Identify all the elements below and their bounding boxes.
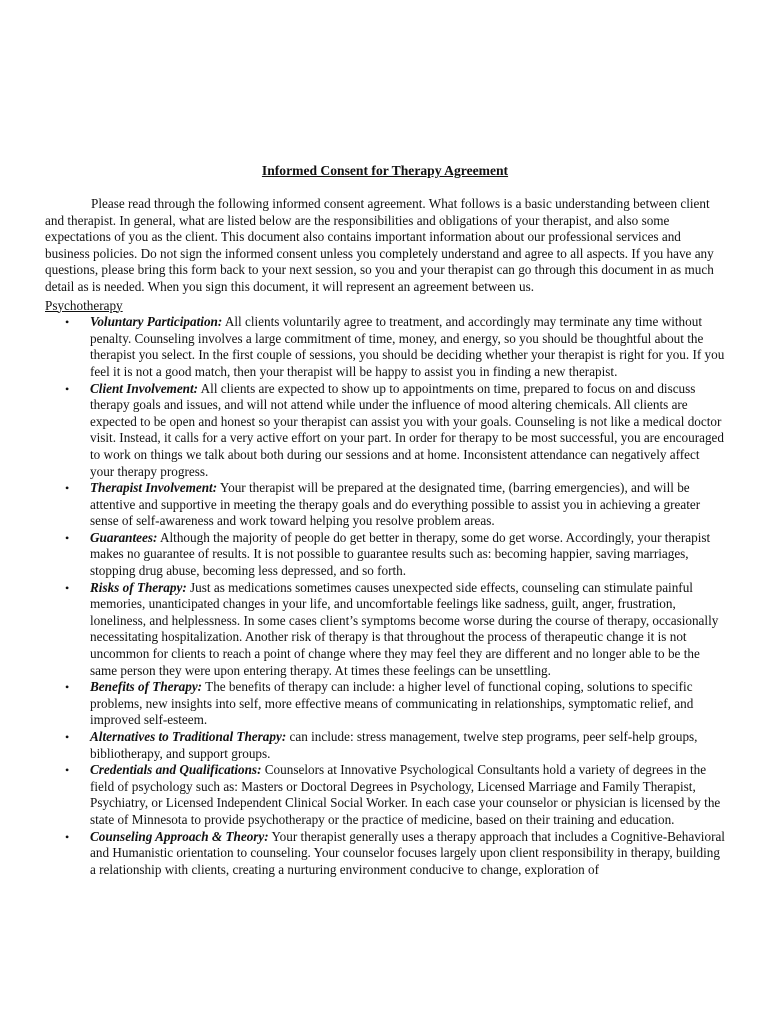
list-item bbox=[45, 829, 725, 879]
bullet-icon: • bbox=[65, 829, 70, 844]
list-item bbox=[45, 679, 725, 729]
list-item bbox=[45, 762, 725, 828]
bullet-icon: • bbox=[65, 381, 70, 396]
list-item bbox=[45, 530, 725, 580]
bullet-icon: • bbox=[65, 730, 70, 744]
bullet-icon: • bbox=[65, 580, 70, 595]
list-item bbox=[45, 729, 725, 762]
item-text: Your therapist will be prepared at the designated time, (barring emergencies), and will be attentive and supportive in meeting the therapy goals and do everything possible to assist you in achieving a greater sense of self-awareness and work toward helping you resolve problem areas. bbox=[90, 480, 701, 529]
bullet-icon: • bbox=[65, 763, 70, 778]
item-term: Guarantees: bbox=[90, 529, 158, 545]
item-term: Risks of Therapy: bbox=[90, 579, 187, 595]
consent-items-list bbox=[45, 314, 725, 878]
item-text: Your therapist generally uses a therapy approach that includes a Cognitive-Behavioral and Humanistic orientation to counseling. Your counselor focuses largely upon client responsibility in therapy, building a relationship with clients, creating a nurturing environment conducive to change, exploration of bbox=[90, 828, 725, 877]
item-text: Counselors at Innovative Psychological Consultants hold a variety of degrees in the field of psychology such as: Masters or Doctoral Degrees in Psychology, Licensed Marriage and Family Therapist, Psychiatry, or Licensed Independent Clinical Social Worker. In each case your counselor or physician is licensed by the state of Minnesota to provide psychotherapy or the practice of medicine, based on their training and education. bbox=[90, 762, 721, 827]
section-heading-psychotherapy: Psychotherapy bbox=[45, 297, 123, 313]
item-term: Counseling Approach & Theory: bbox=[90, 828, 269, 844]
item-text: All clients are expected to show up to appointments on time, prepared to focus on and discuss therapy goals and issues, and will not attend while under the influence of mood altering chemicals. All clients are expected to be open and honest so your therapist can assist you with your goals. Counseling is not like a medical doctor visit. Instead, it calls for a very active effort on your part. In order for therapy to be most successful, you are encouraged to work on things we talk about both during our sessions and at home. Inconsistent attendance can negatively affect your therapy progress. bbox=[90, 380, 724, 479]
list-item bbox=[45, 314, 725, 380]
bullet-icon: • bbox=[65, 315, 70, 330]
item-text: Just as medications sometimes causes unexpected side effects, counseling can stimulate painful memories, unanticipated changes in your life, and uncomfortable feelings like sadness, guilt, anger, frustration, loneliness, and helplessness. In some cases client’s symptoms become worse during the course of therapy, occasionally necessitating hospitalization. Another risk of therapy is that throughout the process of therapeutic change it is not uncommon for clients to reach a point of change where they may feel they are different and no longer able to be the same person they were upon entering therapy. At times these feelings can be unsettling. bbox=[90, 579, 719, 678]
item-term: Voluntary Participation: bbox=[90, 314, 223, 330]
item-text: All clients voluntarily agree to treatment, and accordingly may terminate any time without penalty. Counseling involves a large commitment of time, money, and energy, so you should be thoughtful about the therapist you select. In the first couple of sessions, you should be deciding whether your therapist is right for you. If you feel it is not a good match, then your therapist will be happy to assist you in finding a new therapist. bbox=[90, 314, 725, 379]
list-item bbox=[45, 580, 725, 680]
item-text: can include: stress management, twelve step programs, peer self-help groups, bibliotherapy, and support groups. bbox=[90, 729, 698, 761]
item-term: Credentials and Qualifications: bbox=[90, 762, 262, 778]
item-text: The benefits of therapy can include: a higher level of functional coping, solutions to specific problems, new insights into self, more effective means of communicating in relationships, symptomatic relief, and improved self-esteem. bbox=[90, 679, 694, 728]
item-term: Therapist Involvement: bbox=[90, 480, 218, 496]
item-term: Benefits of Therapy: bbox=[90, 679, 203, 695]
item-term: Alternatives to Traditional Therapy: bbox=[90, 729, 287, 744]
item-term: Client Involvement: bbox=[90, 380, 199, 396]
list-item bbox=[45, 381, 725, 481]
bullet-icon: • bbox=[65, 680, 70, 695]
bullet-icon: • bbox=[65, 481, 70, 496]
intro-paragraph: Please read through the following informed consent agreement. What follows is a basic understanding between client and therapist. In general, what are listed below are the responsibilities and obligations of your therapist, and also some expectations of you as the client. This document also contains important information about our professional services and business policies. Do not sign the informed consent unless you completely understand and agree to all aspects. If you have any questions, please bring this form back to your next session, so you and your therapist can go through this document in as much detail as is needed. When you sign this document, it will represent an agreement between us. bbox=[45, 196, 714, 294]
list-item bbox=[45, 480, 725, 530]
document-title: Informed Consent for Therapy Agreement bbox=[261, 163, 509, 178]
item-text: Although the majority of people do get better in therapy, some do get worse. Accordingly, your therapist makes no guarantee of results. It is not possible to guarantee results such as: becoming happier, saving marriages, stopping drug abuse, becoming less depressed, and so forth. bbox=[90, 529, 711, 579]
bullet-icon: • bbox=[65, 530, 70, 545]
document-page bbox=[45, 162, 725, 878]
